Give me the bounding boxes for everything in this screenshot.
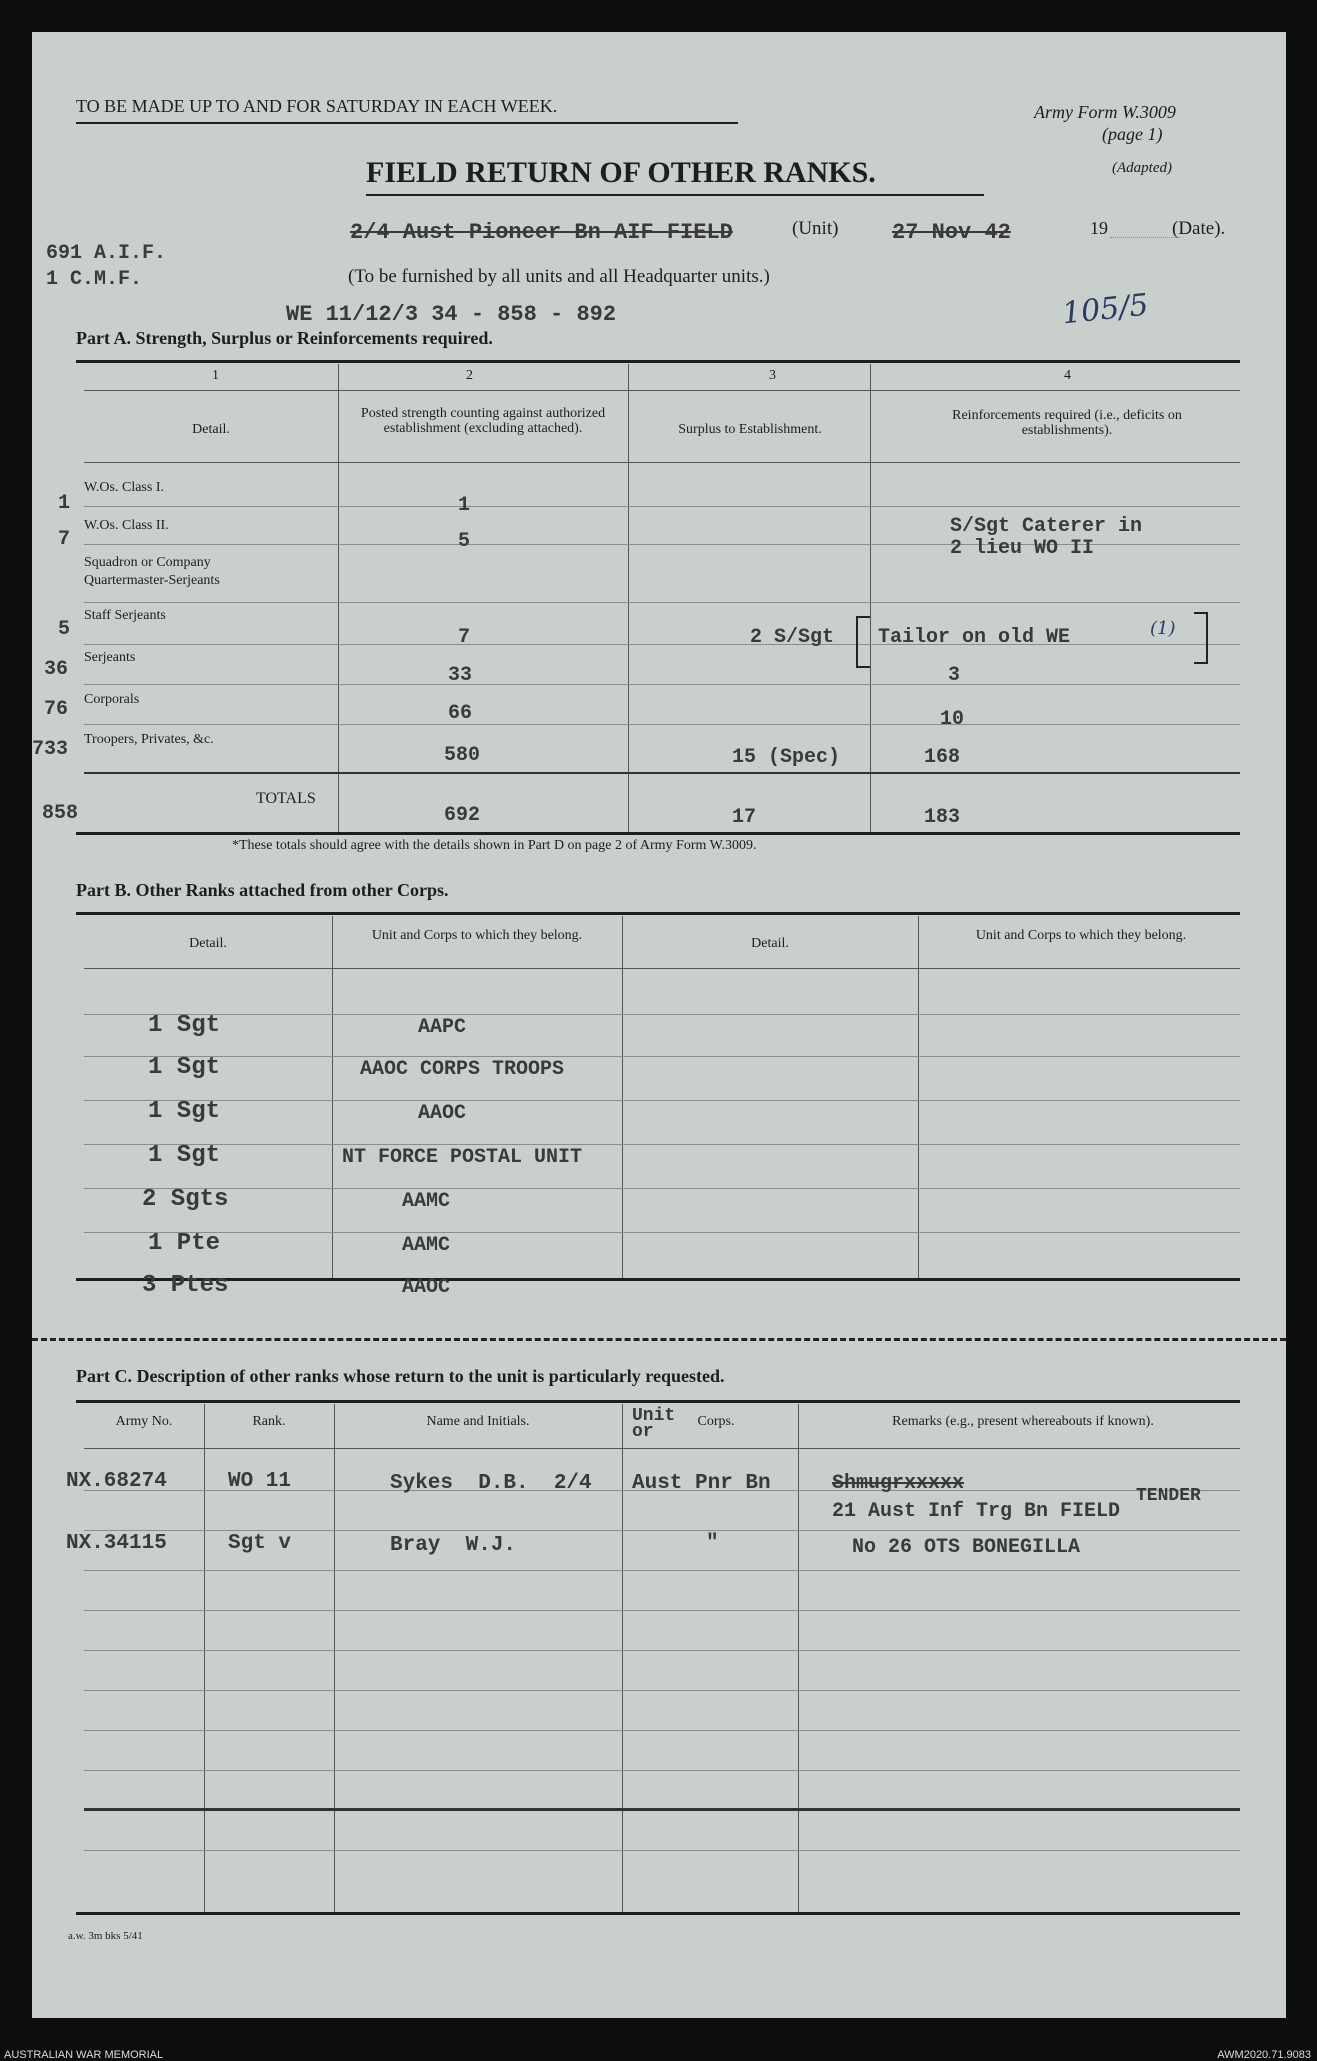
margin-count: 5 <box>58 618 71 641</box>
part-b-col-divider <box>332 916 333 1278</box>
year-dotted-line <box>1110 237 1180 238</box>
part-c-col-divider <box>204 1404 205 1914</box>
part-a-col-divider <box>870 364 871 834</box>
posted-value: 5 <box>458 530 471 553</box>
reinforcement-value: 3 <box>948 664 961 687</box>
part-b-header-rule <box>84 968 1240 969</box>
unit-value: 2/4 Aust Pioneer Bn AIF FIELD <box>350 220 733 245</box>
remarks-value: 21 Aust Inf Trg Bn FIELD <box>832 1500 1121 1523</box>
part-a-col-divider <box>628 364 629 834</box>
name-initials: Bray W.J. <box>390 1534 517 1557</box>
remarks-value: No 26 OTS BONEGILLA <box>852 1536 1081 1559</box>
attached-detail: 1 Sgt <box>148 1012 221 1039</box>
part-b-header-unit-2: Unit and Corps to which they belong. <box>975 928 1187 943</box>
name-initials: Sykes D.B. 2/4 <box>390 1472 592 1495</box>
year-prefix: 19 <box>1090 218 1108 238</box>
attached-detail: 1 Sgt <box>148 1142 221 1169</box>
attached-detail: 1 Sgt <box>148 1098 221 1125</box>
row-rule <box>84 684 1240 685</box>
reinforcement-value: Tailor on old WE <box>878 626 1071 649</box>
title-underline <box>366 194 984 196</box>
surplus-value: 15 (Spec) <box>732 746 841 769</box>
row-rule <box>84 602 1240 603</box>
unit-or-note: Unit or <box>632 1406 676 1442</box>
perforation-line <box>32 1338 1286 1341</box>
margin-count: 733 <box>32 738 69 761</box>
instruction-underline <box>76 122 738 124</box>
col-header-posted: Posted strength counting against authorized establishment (excluding attached). <box>360 406 606 436</box>
handwritten-reference: 105/5 <box>1060 287 1151 332</box>
part-c-header-rank: Rank. <box>252 1414 286 1429</box>
page-number: (page 1) <box>1102 124 1163 144</box>
row-rule <box>84 1188 1240 1189</box>
part-c-header-corps: Corps. <box>697 1414 735 1429</box>
row-rule <box>84 724 1240 725</box>
row-rule <box>84 1056 1240 1057</box>
attached-unit: AAMC <box>402 1190 451 1213</box>
bracket-right <box>1194 612 1208 664</box>
part-b-header-detail-2: Detail. <box>751 936 789 951</box>
attached-detail: 3 Ptes <box>142 1272 229 1299</box>
furnished-note: (To be furnished by all units and all Headquarter units.) <box>348 266 770 287</box>
row-rule <box>84 506 1240 507</box>
totals-posted: 692 <box>444 804 481 827</box>
totals-top-rule <box>84 772 1240 774</box>
row-rule <box>84 1650 1240 1651</box>
row-rule <box>84 1014 1240 1015</box>
col-number: 4 <box>1064 368 1071 383</box>
corps-value: " <box>706 1532 719 1555</box>
aif-count: 691 A.I.F. <box>46 242 167 265</box>
rank-value: Sgt v <box>228 1532 292 1555</box>
margin-count: 36 <box>44 658 69 681</box>
totals-footnote: *These totals should agree with the details shown in Part D on page 2 of Army Form W.3009. <box>232 838 757 853</box>
part-b-col-divider <box>918 916 919 1278</box>
row-rule <box>84 1232 1240 1233</box>
col-number: 3 <box>769 368 776 383</box>
date-value: 27 Nov 42 <box>892 220 1011 245</box>
col-number-rule <box>84 390 1240 391</box>
detail-label: Squadron or Company Quartermaster-Serjeants <box>84 555 220 588</box>
col-header-reinforcements: Reinforcements required (i.e., deficits on establishments). <box>952 408 1182 438</box>
part-c-heading: Part C. Description of other ranks whose return to the unit is particularly requested. <box>76 1366 725 1386</box>
totals-margin: 858 <box>42 802 79 825</box>
detail-label: Serjeants <box>84 650 136 665</box>
part-b-col-divider <box>622 916 623 1278</box>
margin-count: 7 <box>58 528 71 551</box>
margin-count: 1 <box>58 492 71 515</box>
weekly-instruction: TO BE MADE UP TO AND FOR SATURDAY IN EACH WEEK. <box>76 96 558 116</box>
part-c-col-divider <box>798 1404 799 1914</box>
row-rule <box>84 1144 1240 1145</box>
part-c-bottom-rule <box>76 1912 1240 1915</box>
row-rule <box>84 1690 1240 1691</box>
part-a-bottom-rule <box>76 832 1240 835</box>
bracket-left <box>856 616 870 668</box>
attached-detail: 1 Sgt <box>148 1054 221 1081</box>
part-c-heavy-rule <box>84 1808 1240 1811</box>
print-code: a.w. 3m bks 5/41 <box>68 1930 143 1942</box>
archive-accession: AWM2020.71.9083 <box>1217 2049 1311 2061</box>
part-c-header-name: Name and Initials. <box>426 1414 530 1429</box>
part-c-header-army-no: Army No. <box>115 1414 173 1429</box>
form-title: FIELD RETURN OF OTHER RANKS. <box>366 156 876 189</box>
part-b-header-detail: Detail. <box>189 936 227 951</box>
part-c-header-remarks: Remarks (e.g., present whereabouts if known). <box>892 1414 1154 1429</box>
army-number: NX.68274 <box>66 1470 167 1493</box>
detail-label: Troopers, Privates, &c. <box>84 732 214 747</box>
posted-value: 33 <box>448 664 473 687</box>
corps-value: Aust Pnr Bn <box>632 1472 771 1495</box>
cmf-count: 1 C.M.F. <box>46 268 143 291</box>
part-a-heading: Part A. Strength, Surplus or Reinforcements required. <box>76 328 493 348</box>
attached-unit: AAPC <box>418 1016 467 1039</box>
row-rule <box>84 1610 1240 1611</box>
reinforcement-value: 168 <box>924 746 961 769</box>
margin-count: 76 <box>44 698 69 721</box>
form-sheet <box>32 32 1286 2018</box>
detail-label: Staff Serjeants <box>84 608 166 623</box>
part-b-bottom-rule <box>76 1278 1240 1281</box>
part-c-col-divider <box>622 1404 623 1914</box>
totals-surplus: 17 <box>732 806 757 829</box>
handwritten-note: (1) <box>1150 618 1176 639</box>
row-rule <box>84 1100 1240 1101</box>
reinforcement-value: 10 <box>940 708 965 731</box>
part-b-top-rule <box>76 912 1240 915</box>
we-reference: WE 11/12/3 34 - 858 - 892 <box>286 302 617 327</box>
col-number: 2 <box>466 368 473 383</box>
part-a-col-divider <box>338 364 339 834</box>
row-rule <box>84 1770 1240 1771</box>
totals-reinforcements: 183 <box>924 806 961 829</box>
part-c-top-rule <box>76 1400 1240 1403</box>
attached-unit: NT FORCE POSTAL UNIT <box>342 1146 583 1169</box>
part-a-top-rule <box>76 360 1240 363</box>
col-header-detail: Detail. <box>192 422 230 437</box>
part-c-col-divider <box>334 1404 335 1914</box>
posted-value: 66 <box>448 702 473 725</box>
row-rule <box>84 1850 1240 1851</box>
row-rule <box>84 1730 1240 1731</box>
attached-unit: AAOC <box>418 1102 467 1125</box>
army-number: NX.34115 <box>66 1532 167 1555</box>
attached-unit: AAOC <box>402 1276 451 1299</box>
col-number: 1 <box>212 368 219 383</box>
remarks-extra: TENDER <box>1136 1486 1201 1506</box>
attached-detail: 2 Sgts <box>142 1186 229 1213</box>
posted-value: 7 <box>458 626 471 649</box>
posted-value: 1 <box>458 494 471 517</box>
unit-label: (Unit) <box>792 218 839 239</box>
rank-value: WO 11 <box>228 1470 292 1493</box>
posted-value: 580 <box>444 744 481 767</box>
surplus-value: 2 S/Sgt <box>750 626 835 649</box>
reinforcement-note: S/Sgt Caterer in 2 lieu WO II <box>950 515 1143 560</box>
date-label: (Date). <box>1172 218 1226 239</box>
remarks-struck: Shmugrxxxxx <box>832 1472 965 1495</box>
row-rule <box>84 1530 1240 1531</box>
detail-label: W.Os. Class II. <box>84 518 169 533</box>
attached-detail: 1 Pte <box>148 1230 221 1257</box>
archive-credit: AUSTRALIAN WAR MEMORIAL <box>4 2049 164 2061</box>
detail-label: W.Os. Class I. <box>84 480 164 495</box>
row-rule <box>84 1570 1240 1571</box>
part-b-heading: Part B. Other Ranks attached from other Corps. <box>76 880 449 900</box>
part-b-header-unit: Unit and Corps to which they belong. <box>371 928 583 943</box>
adapted-note: (Adapted) <box>1112 160 1172 176</box>
attached-unit: AAOC CORPS TROOPS <box>360 1058 565 1081</box>
attached-unit: AAMC <box>402 1234 451 1257</box>
col-header-surplus: Surplus to Establishment. <box>678 422 822 437</box>
part-c-header-rule <box>84 1448 1240 1449</box>
header-rule <box>84 462 1240 463</box>
totals-label: TOTALS <box>256 790 316 807</box>
form-number: Army Form W.3009 <box>1034 102 1176 122</box>
detail-label: Corporals <box>84 692 140 707</box>
